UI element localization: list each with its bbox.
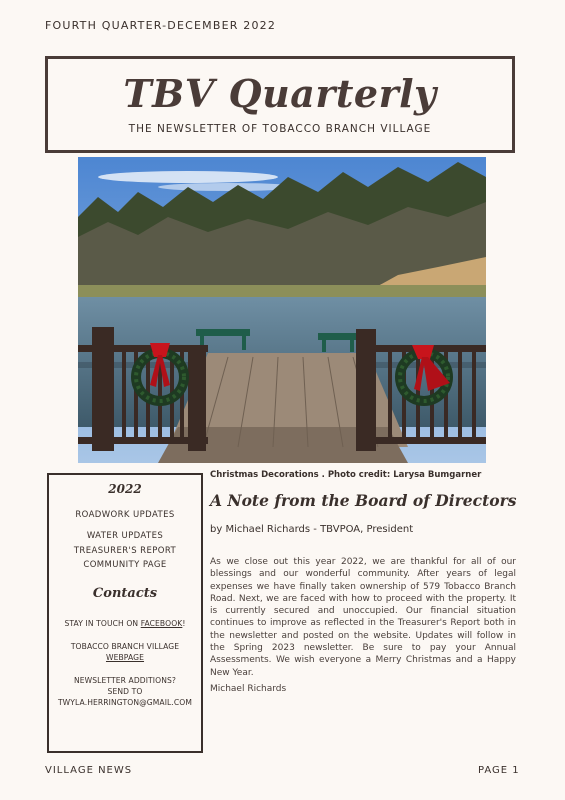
footer-page-number: PAGE 1 bbox=[478, 765, 520, 776]
masthead bbox=[45, 56, 515, 153]
newsletter-title: TBV Quarterly bbox=[123, 71, 437, 116]
facebook-link[interactable]: FACEBOOK bbox=[140, 619, 183, 628]
send-to-line: SEND TO bbox=[107, 687, 143, 696]
issue-date: FOURTH QUARTER-DECEMBER 2022 bbox=[45, 19, 277, 32]
article-signature: Michael Richards bbox=[210, 684, 287, 694]
additions-line: NEWSLETTER ADDITIONS? bbox=[73, 676, 177, 685]
sidebar-year: 2022 bbox=[108, 482, 142, 496]
facebook-prefix: STAY IN TOUCH ON bbox=[64, 619, 141, 628]
sidebar-item-treasurer: TREASURER'S REPORT bbox=[73, 546, 177, 556]
village-line: TOBACCO BRANCH VILLAGE bbox=[70, 642, 180, 651]
sidebar-item-community: COMMUNITY PAGE bbox=[83, 560, 167, 570]
email-address[interactable]: TWYLA.HERRINGTON@GMAIL.COM bbox=[57, 698, 193, 707]
footer-section-name: VILLAGE NEWS bbox=[45, 765, 133, 776]
contacts-heading: Contacts bbox=[92, 586, 158, 601]
sidebar-box bbox=[47, 473, 203, 753]
lake-dock-illustration bbox=[78, 157, 486, 463]
newsletter-subtitle: THE NEWSLETTER OF TOBACCO BRANCH VILLAGE bbox=[128, 123, 432, 135]
sidebar-item-water: WATER UPDATES bbox=[86, 531, 164, 541]
facebook-suffix: ! bbox=[182, 619, 186, 628]
article-body: As we close out this year 2022, we are thankful for all of our blessings and our wonderful community. After years of legal expenses we have finally taken ownership of 579 Tobacco Branch Road. Next, we are faced with how to proceed with the property. It is currently secured and unoccupied. Our financial situation continues to improve as reflected in the Treasurer's Report both in the newsletter and posted on the website. Updates will follow in the Spring 2023 newsletter. Be sure to pay your Annual Assessments. We wish everyone a Merry Christmas and a Happy New Year. bbox=[210, 557, 516, 678]
sidebar-item-roadwork: ROADWORK UPDATES bbox=[75, 510, 175, 520]
article-byline: by Michael Richards - TBVPOA, President bbox=[210, 524, 414, 535]
article-title: A Note from the Board of Directors bbox=[210, 491, 517, 510]
facebook-line bbox=[49, 618, 201, 629]
lake-dock-photo bbox=[78, 157, 486, 463]
webpage-link[interactable]: WEBPAGE bbox=[105, 653, 145, 662]
photo-caption: Christmas Decorations . Photo credit: Larysa Bumgarner bbox=[210, 470, 482, 480]
